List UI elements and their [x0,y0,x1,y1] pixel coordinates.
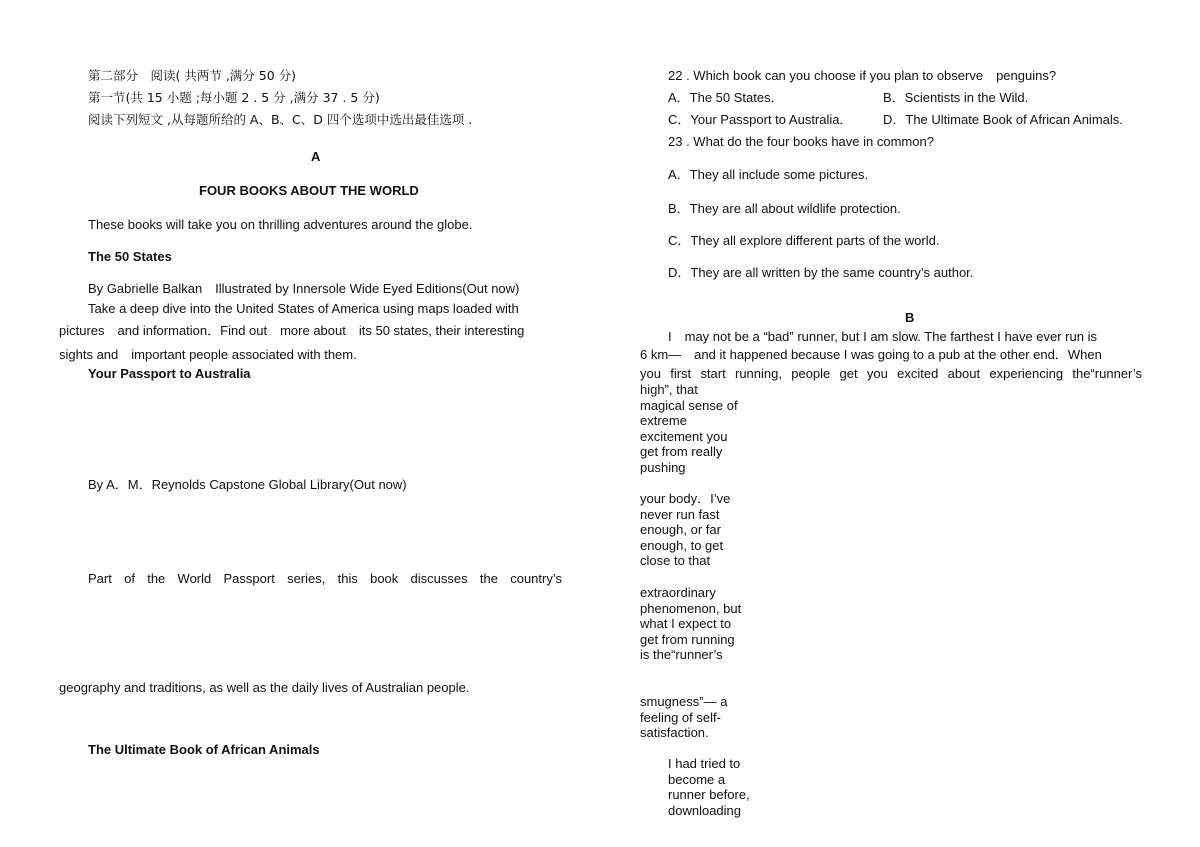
q22-option-d: D．The Ultimate Book of African Animals. [883,112,1123,127]
book1-byline: By Gabrielle Balkan Illustrated by Innersole Wide Eyed Editions(Out now) [88,281,520,296]
passage-b-narrow-5: I had tried to become a runner before, downloading [668,756,750,818]
book1-desc-line3: sights and important people associated with them. [59,347,357,362]
passage-b-narrow-1: high”, that magical sense of extreme excitement you get from really pushing [640,382,738,475]
book1-title: The 50 States [88,249,172,264]
passage-intro: These books will take you on thrilling adventures around the globe. [88,217,473,232]
passage-b-line3: you first start running, people get you excited about experiencing the“runner’s [640,366,1142,381]
book2-desc-line2: geography and traditions, as well as the daily lives of Australian people. [59,680,470,695]
passage-b-line2: 6 km— and it happened because I was going to a pub at the other end．When [640,347,1102,362]
q23-stem: 23 . What do the four books have in common? [668,134,934,149]
passage-title: FOUR BOOKS ABOUT THE WORLD [199,183,419,198]
book1-desc-line2: pictures and information．Find out more about its 50 states, their interesting [59,323,525,338]
book2-title: Your Passport to Australia [88,366,251,381]
book2-byline: By A．M．Reynolds Capstone Global Library(Out now) [88,477,407,492]
q22-option-c: C．Your Passport to Australia． [668,112,853,127]
book2-desc-line1: Part of the World Passport series, this book discusses the country’s [88,571,562,586]
q23-option-b: B．They are all about wildlife protection. [668,201,901,216]
q23-option-d: D．They are all written by the same country’s author. [668,265,974,280]
q22-option-a: A．The 50 States． [668,90,784,105]
book3-title: The Ultimate Book of African Animals [88,742,320,757]
q22-stem: 22 . Which book can you choose if you plan to observe penguins? [668,68,1057,83]
passage-label-a: A [311,149,321,164]
instructions: 阅读下列短文 ,从每题所给的 A、B、C、D 四个选项中选出最佳选项 . [88,112,473,127]
passage-b-narrow-4: smugness”— a feeling of self-satisfaction. [640,694,728,741]
part-heading: 第二部分 阅读( 共两节 ,满分 50 分) [88,68,297,83]
passage-b-narrow-3: extraordinary phenomenon, but what I expect to get from running is the“runner’s [640,585,742,663]
section-heading: 第一节(共 15 小题 ;每小题 2 . 5 分 ,满分 37 . 5 分) [88,90,380,105]
book1-desc-line1: Take a deep dive into the United States of America using maps loaded with [88,301,519,316]
q23-option-c: C．They all explore different parts of the world. [668,233,940,248]
q23-option-a: A．They all include some pictures. [668,167,869,182]
passage-b-line1: I may not be a “bad” runner, but I am slow. The farthest I have ever run is [668,329,1097,344]
q22-option-b: B．Scientists in the Wild. [883,90,1029,105]
passage-b-narrow-2: your body．I’ve never run fast enough, or far enough, to get close to that [640,491,731,569]
passage-label-b: B [905,310,915,325]
